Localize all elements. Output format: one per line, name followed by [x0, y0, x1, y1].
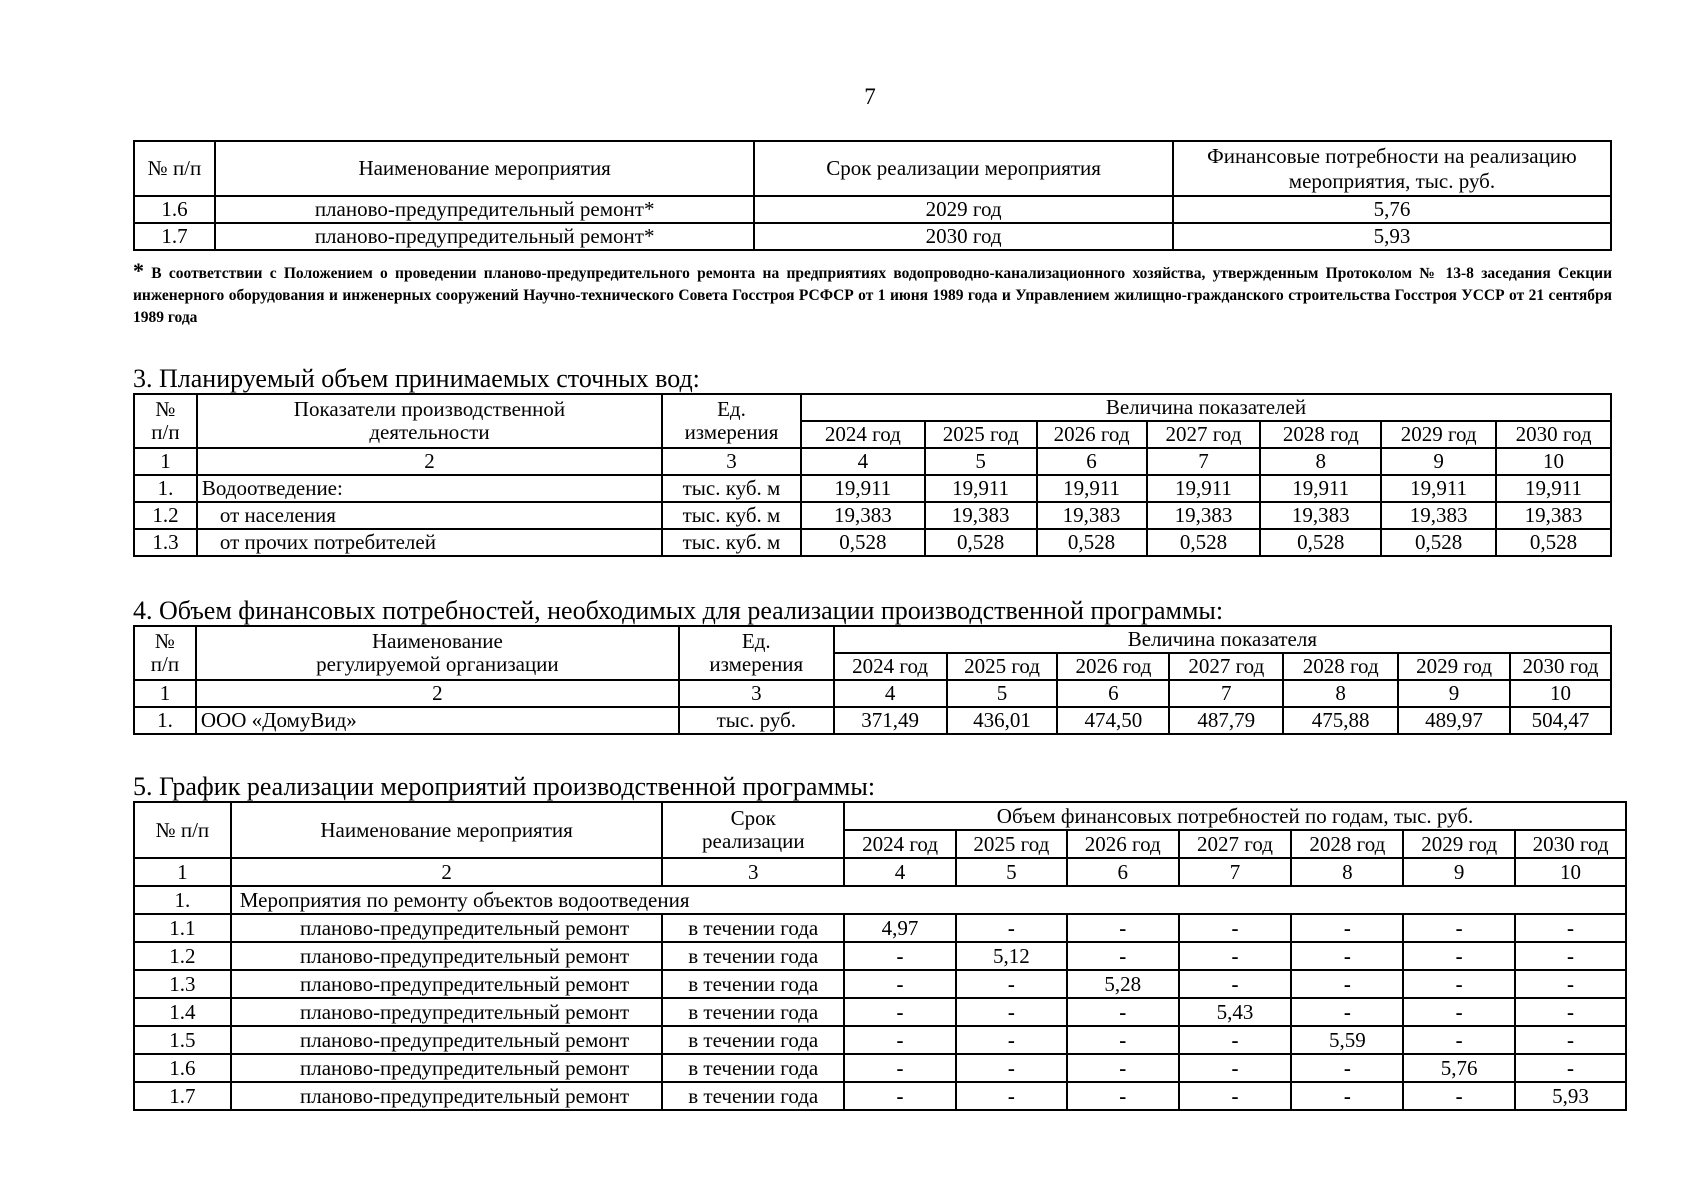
cell-value: -	[1403, 1026, 1515, 1054]
schedule-table	[133, 801, 1627, 1111]
col-number: 2	[197, 448, 662, 475]
cell-value: -	[844, 1026, 956, 1054]
cell-value: 0,528	[1147, 529, 1261, 556]
cell-value: -	[1291, 1082, 1403, 1110]
cell-value: -	[956, 970, 1067, 998]
cell-term: 2029 год	[754, 196, 1173, 223]
group-row	[134, 886, 1626, 914]
col-number: 7	[1179, 858, 1292, 886]
cell-value: -	[1291, 914, 1403, 942]
cell-num: 1.	[134, 886, 231, 914]
col-number: 3	[662, 858, 844, 886]
year-header: 2026 год	[1057, 653, 1169, 680]
cell-term: в течении года	[662, 970, 844, 998]
cell-value: -	[844, 1054, 956, 1082]
cell-value: -	[1515, 998, 1626, 1026]
header-cell	[662, 802, 844, 858]
cell-term: в течении года	[662, 1082, 844, 1110]
cell-value: -	[844, 942, 956, 970]
table-row	[134, 223, 1611, 250]
cell-num: 1.5	[134, 1026, 231, 1054]
col-number: 7	[1147, 448, 1261, 475]
cell-value: 5,93	[1515, 1082, 1626, 1110]
cell-value: -	[1067, 998, 1179, 1026]
header-text: Ед.	[741, 628, 771, 653]
cell-value: 0,528	[1496, 529, 1611, 556]
column-number-row	[134, 680, 1611, 707]
year-header: 2029 год	[1398, 653, 1510, 680]
header-cell: № п/п	[134, 141, 215, 196]
year-header: 2025 год	[956, 830, 1067, 858]
header-text: п/п	[150, 652, 180, 676]
cell-value: 19,383	[1147, 502, 1261, 529]
cell-value: -	[1067, 1026, 1179, 1054]
cell-num: 1.4	[134, 998, 231, 1026]
table-header-row	[134, 626, 1611, 653]
year-header: 2028 год	[1260, 421, 1381, 448]
cell-name: от прочих потребителей	[197, 529, 662, 556]
cell-value: 19,911	[1147, 475, 1261, 502]
section-4-title: 4. Объем финансовых потребностей, необходимых для реализации производственной программы:	[133, 596, 1224, 625]
year-header: 2029 год	[1403, 830, 1515, 858]
cell-value: 371,49	[834, 707, 947, 734]
cell-value: -	[1515, 942, 1626, 970]
cell-value: -	[844, 1082, 956, 1110]
cell-name: планово-предупредительный ремонт	[231, 998, 663, 1026]
year-header: 2028 год	[1283, 653, 1398, 680]
cell-name: планово-предупредительный ремонт	[231, 970, 663, 998]
cell-value: 0,528	[925, 529, 1037, 556]
cell-name: от населения	[197, 502, 662, 529]
table-row	[134, 942, 1626, 970]
cell-value: 487,79	[1169, 707, 1283, 734]
cell-value: -	[844, 998, 956, 1026]
cell-value: 19,383	[1037, 502, 1147, 529]
cell-unit: тыс. куб. м	[662, 475, 801, 502]
table-row	[134, 970, 1626, 998]
cell-num: 1.7	[134, 1082, 231, 1110]
cell-value: -	[1403, 942, 1515, 970]
cell-value: 474,50	[1057, 707, 1169, 734]
cell-name: Водоотведение:	[197, 475, 662, 502]
table-row	[134, 914, 1626, 942]
cell-name: планово-предупредительный ремонт*	[215, 223, 754, 250]
cell-name: ООО «ДомуВид»	[196, 707, 679, 734]
cell-term: в течении года	[662, 942, 844, 970]
header-text: реализации	[701, 829, 805, 853]
cell-value: 19,911	[925, 475, 1037, 502]
table-header-row	[134, 141, 1611, 196]
table-row	[134, 475, 1611, 502]
year-header: 2027 год	[1147, 421, 1261, 448]
header-text: измерения	[684, 420, 779, 444]
header-cell: Величина показателя	[834, 626, 1611, 653]
year-header: 2027 год	[1179, 830, 1292, 858]
cell-value: -	[956, 998, 1067, 1026]
col-number: 1	[134, 448, 197, 475]
cell-term: в течении года	[662, 998, 844, 1026]
cell-name: планово-предупредительный ремонт	[231, 1082, 663, 1110]
cell-name: планово-предупредительный ремонт	[231, 914, 663, 942]
table-row	[134, 1026, 1626, 1054]
column-number-row	[134, 448, 1611, 475]
col-number: 1	[134, 680, 196, 707]
cell-value: -	[1179, 1026, 1292, 1054]
col-number: 4	[834, 680, 947, 707]
year-header: 2028 год	[1291, 830, 1403, 858]
year-header: 2024 год	[801, 421, 925, 448]
year-header: 2025 год	[925, 421, 1037, 448]
cell-num: 1.2	[134, 942, 231, 970]
col-number: 3	[662, 448, 801, 475]
table-row	[134, 529, 1611, 556]
cell-unit: тыс. куб. м	[662, 502, 801, 529]
header-text: Ед.	[717, 396, 746, 421]
cell-num: 1.	[134, 707, 196, 734]
cell-unit: тыс. куб. м	[662, 529, 801, 556]
cell-value: -	[956, 1026, 1067, 1054]
year-header: 2024 год	[844, 830, 956, 858]
col-number: 5	[956, 858, 1067, 886]
cell-name: планово-предупредительный ремонт	[231, 1054, 663, 1082]
cell-value: -	[1403, 998, 1515, 1026]
cell-value: -	[1515, 914, 1626, 942]
col-number: 2	[196, 680, 679, 707]
year-header: 2030 год	[1510, 653, 1611, 680]
table-row	[134, 707, 1611, 734]
header-text: №	[155, 396, 176, 421]
header-text: Показатели производственной	[293, 396, 566, 421]
col-number: 6	[1037, 448, 1147, 475]
col-number: 10	[1496, 448, 1611, 475]
header-cell	[196, 626, 679, 680]
col-number: 8	[1291, 858, 1403, 886]
cell-value: -	[956, 914, 1067, 942]
cell-num: 1.7	[134, 223, 215, 250]
col-number: 9	[1398, 680, 1510, 707]
cell-value: 489,97	[1398, 707, 1510, 734]
header-text: Срок	[730, 805, 776, 830]
col-number: 4	[801, 448, 925, 475]
column-number-row	[134, 858, 1626, 886]
cell-value: -	[956, 1082, 1067, 1110]
cell-value: -	[844, 970, 956, 998]
header-text: Наименование	[371, 628, 503, 653]
year-header: 2027 год	[1169, 653, 1283, 680]
cell-value: -	[1179, 970, 1292, 998]
cell-value: 5,59	[1291, 1026, 1403, 1054]
col-number: 9	[1403, 858, 1515, 886]
cell-value: 19,383	[1260, 502, 1381, 529]
cell-value: 0,528	[1381, 529, 1496, 556]
col-number: 7	[1169, 680, 1283, 707]
cell-value: -	[1403, 970, 1515, 998]
cell-value: 19,911	[1496, 475, 1611, 502]
cell-value: -	[1515, 970, 1626, 998]
cell-value: -	[1067, 1054, 1179, 1082]
year-header: 2026 год	[1067, 830, 1179, 858]
cell-value: 475,88	[1283, 707, 1398, 734]
cell-value: 4,97	[844, 914, 956, 942]
col-number: 3	[679, 680, 834, 707]
page-number: 7	[864, 84, 876, 109]
cell-value: -	[1067, 914, 1179, 942]
header-text: №	[154, 628, 175, 653]
cell-value: 19,911	[1037, 475, 1147, 502]
header-cell: Срок реализации мероприятия	[754, 141, 1173, 196]
header-text: измерения	[709, 652, 804, 676]
cell-num: 1.6	[134, 196, 215, 223]
cell-value: 0,528	[1260, 529, 1381, 556]
cell-value: -	[1179, 1082, 1292, 1110]
footnote	[133, 260, 1612, 329]
col-number: 2	[231, 858, 663, 886]
header-text: п/п	[151, 420, 180, 444]
cell-value: 19,911	[1260, 475, 1381, 502]
table-header-row	[134, 394, 1611, 421]
table-row	[134, 998, 1626, 1026]
cell-value: -	[956, 1054, 1067, 1082]
col-number: 9	[1381, 448, 1496, 475]
col-number: 10	[1510, 680, 1611, 707]
cell-value: -	[1179, 1054, 1292, 1082]
col-number: 5	[925, 448, 1037, 475]
header-cell	[134, 626, 196, 680]
header-cell: Финансовые потребности на реализацию мероприятия, тыс. руб.	[1173, 141, 1611, 196]
header-cell	[679, 626, 834, 680]
header-cell	[197, 394, 662, 448]
group-title: Мероприятия по ремонту объектов водоотведения	[231, 886, 1626, 914]
cell-value: 19,383	[1496, 502, 1611, 529]
cell-value: 19,911	[1381, 475, 1496, 502]
section-5-title: 5. График реализации мероприятий производственной программы:	[133, 772, 876, 801]
cell-value: 19,383	[1381, 502, 1496, 529]
cell-term: в течении года	[662, 914, 844, 942]
cell-name: планово-предупредительный ремонт	[231, 942, 663, 970]
cell-value: -	[1291, 998, 1403, 1026]
year-header: 2026 год	[1037, 421, 1147, 448]
schedule-rows	[134, 914, 1626, 1110]
cell-value: -	[1515, 1026, 1626, 1054]
header-cell: Наименование мероприятия	[215, 141, 754, 196]
col-number: 4	[844, 858, 956, 886]
cell-value: -	[1403, 914, 1515, 942]
table-row	[134, 196, 1611, 223]
header-cell: Объем финансовых потребностей по годам, тыс. руб.	[844, 802, 1626, 830]
cell-value: -	[1179, 914, 1292, 942]
col-number: 5	[947, 680, 1058, 707]
cell-num: 1.3	[134, 970, 231, 998]
cell-value: 19,383	[801, 502, 925, 529]
cell-num: 1.1	[134, 914, 231, 942]
cell-value: 19,383	[925, 502, 1037, 529]
cell-value: 0,528	[1037, 529, 1147, 556]
cell-term: в течении года	[662, 1026, 844, 1054]
cell-value: 0,528	[801, 529, 925, 556]
header-text: регулируемой организации	[316, 652, 559, 676]
footnote-star: *	[133, 258, 144, 283]
table-row	[134, 1082, 1626, 1110]
year-header: 2025 год	[947, 653, 1058, 680]
measures-table-continued	[133, 140, 1612, 251]
cell-value: 504,47	[1510, 707, 1611, 734]
cell-num: 1.	[134, 475, 197, 502]
cell-name: планово-предупредительный ремонт	[231, 1026, 663, 1054]
cell-value: 5,76	[1403, 1054, 1515, 1082]
cell-value: -	[1179, 942, 1292, 970]
year-header: 2029 год	[1381, 421, 1496, 448]
col-number: 6	[1057, 680, 1169, 707]
table-header-row	[134, 802, 1626, 830]
table-row	[134, 502, 1611, 529]
cell-value: -	[1291, 1054, 1403, 1082]
header-cell: Наименование мероприятия	[231, 802, 663, 858]
cell-term: 2030 год	[754, 223, 1173, 250]
section-3-title: 3. Планируемый объем принимаемых сточных вод:	[133, 364, 700, 393]
cell-value: 5,43	[1179, 998, 1292, 1026]
cell-term: в течении года	[662, 1054, 844, 1082]
col-number: 8	[1260, 448, 1381, 475]
year-header: 2030 год	[1496, 421, 1611, 448]
footnote-text: В соответствии с Положением о проведении планово-предупредительного ремонта на предприятиях водопроводно-канализационного хозяйства, утвержденным Протоколом № 13-8 заседания Секции инженерного оборудования и инженерных сооружений Научно-технического Совета Госстроя РСФСР от 1 июня 1989 года и Управлением жилищно-гражданского строительства Госстроя УССР от 21 сентября 1989 года	[133, 265, 1613, 326]
cell-value: 436,01	[947, 707, 1058, 734]
table-row	[134, 1054, 1626, 1082]
cell-value: -	[1291, 942, 1403, 970]
header-cell	[134, 394, 197, 448]
cell-name: планово-предупредительный ремонт*	[215, 196, 754, 223]
cell-value: -	[1067, 942, 1179, 970]
year-header: 2030 год	[1515, 830, 1626, 858]
cell-value: -	[1067, 1082, 1179, 1110]
financial-needs-table	[133, 625, 1612, 735]
cell-value: 5,76	[1173, 196, 1611, 223]
cell-value: -	[1291, 970, 1403, 998]
cell-value: 5,93	[1173, 223, 1611, 250]
header-text: деятельности	[369, 420, 490, 444]
header-cell: Величина показателей	[801, 394, 1611, 421]
col-number: 6	[1067, 858, 1179, 886]
header-cell: № п/п	[134, 802, 231, 858]
cell-value: 5,12	[956, 942, 1067, 970]
cell-value: -	[1515, 1054, 1626, 1082]
cell-value: 19,911	[801, 475, 925, 502]
cell-value: 5,28	[1067, 970, 1179, 998]
col-number: 1	[134, 858, 231, 886]
cell-num: 1.3	[134, 529, 197, 556]
cell-num: 1.2	[134, 502, 197, 529]
header-cell	[662, 394, 801, 448]
cell-value: -	[1403, 1082, 1515, 1110]
year-header: 2024 год	[834, 653, 947, 680]
cell-unit: тыс. руб.	[679, 707, 834, 734]
col-number: 8	[1283, 680, 1398, 707]
wastewater-volume-table	[133, 393, 1612, 557]
col-number: 10	[1515, 858, 1626, 886]
cell-num: 1.6	[134, 1054, 231, 1082]
